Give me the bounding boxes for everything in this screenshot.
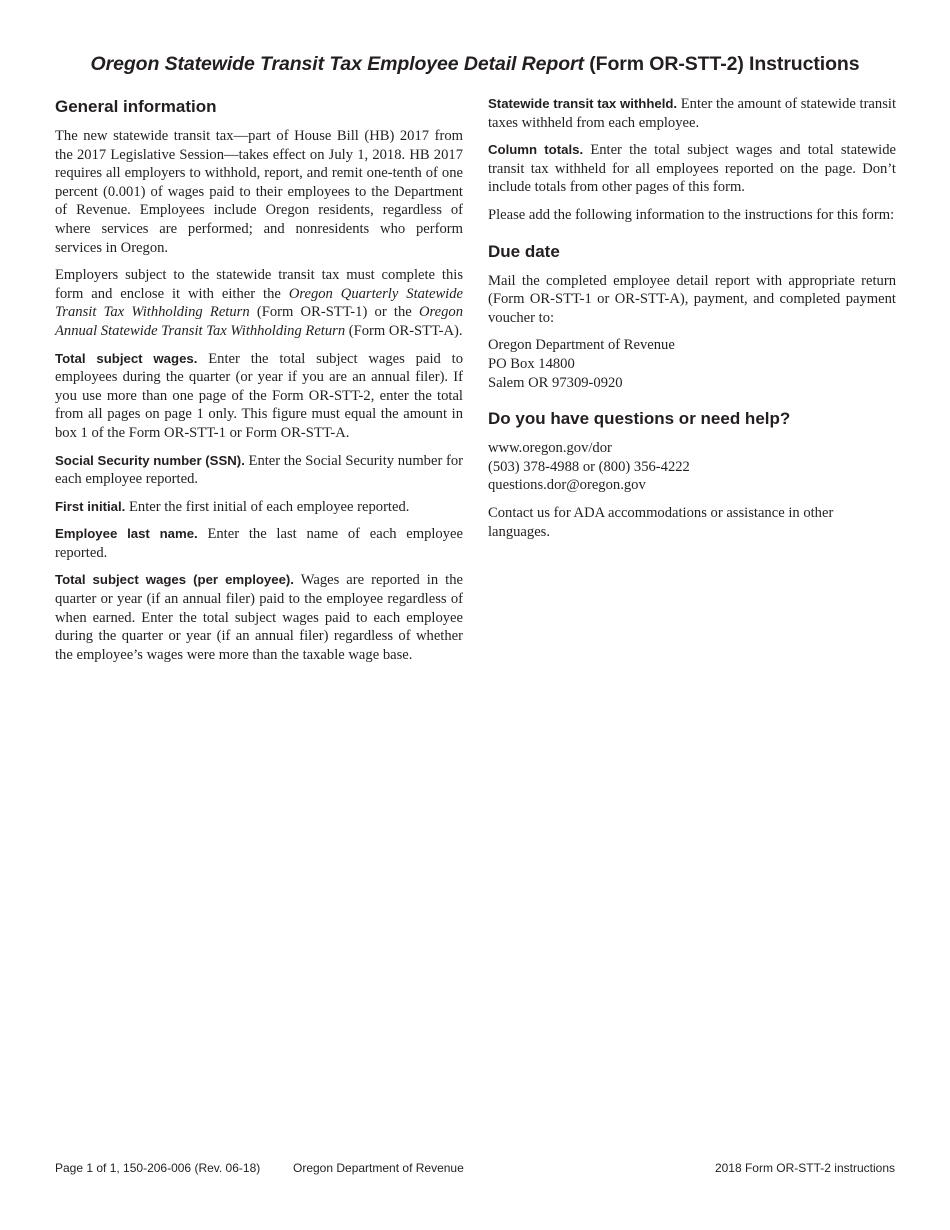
employers-paragraph [55, 266, 463, 340]
last-name-lead: Employee last name. [55, 526, 198, 542]
footer-agency: Oregon Department of Revenue [293, 1161, 464, 1175]
ada-paragraph: Contact us for ADA accommodations or assistance in other languages. [488, 504, 834, 540]
ssn-paragraph [55, 452, 463, 489]
footer-page-info: Page 1 of 1, 150-206-006 (Rev. 06-18) [55, 1161, 261, 1175]
please-add-paragraph: Please add the following information to the instructions for this form: [488, 206, 895, 223]
left-column [55, 92, 463, 673]
help-heading: Do you have questions or need help? [488, 409, 791, 429]
per-employee-wages-text: Wages are reported in the quarter or year (if an annual filer) paid to the employee regardless of when earned. Enter the total subject wages paid to each employee during the quarter or year (if an annual filer) regardless of whether the employee’s wages were more than the taxable wage base. [55, 572, 463, 663]
page-title-rest: (Form OR-STT-2) Instructions [583, 53, 860, 75]
employers-text-a: Employers subject to the statewide transit tax must complete this form and enclose it with either the [55, 267, 463, 302]
withheld-text: Enter the amount of statewide transit taxes withheld from each employee. [488, 96, 896, 131]
per-employee-wages-lead: Total subject wages (per employee). [55, 572, 294, 588]
first-initial-lead: First initial. [55, 498, 126, 514]
quarterly-return-title: Oregon Quarterly Statewide Transit Tax Withholding Return [55, 285, 464, 321]
contact-info [488, 439, 896, 495]
per-employee-wages-paragraph [55, 571, 463, 664]
due-date-heading: Due date [488, 241, 560, 261]
withheld-lead: Statewide transit tax withheld. [488, 96, 678, 111]
page-title [0, 50, 950, 78]
address-line-agency: Oregon Department of Revenue [488, 337, 675, 354]
column-totals-paragraph [488, 141, 896, 197]
footer-form-name: 2018 Form OR-STT-2 instructions [714, 1161, 895, 1175]
mailing-address [488, 336, 896, 392]
employers-text-b: (Form OR-STT-1) or the [249, 304, 419, 321]
website-link[interactable]: www.oregon.gov/dor [488, 440, 612, 457]
general-info-paragraph: The new statewide transit tax—part of House Bill (HB) 2017 from the 2017 Legislative Session—takes effect on July 1, 2018. HB 2017 requires all employers to withhold, report, and remit one-tenth of one percent (0.001) of wages paid to their employees to the Department of Revenue. Employees include Oregon residents, regardless of where services are performed; and nonresidents who perform services in Oregon. [55, 128, 463, 256]
ssn-lead: Social Security number (SSN). [55, 452, 245, 468]
annual-return-title: Oregon Annual Statewide Transit Tax Withholding Return [55, 304, 463, 339]
address-line-city: Salem OR 97309-0920 [488, 374, 623, 391]
last-name-paragraph [55, 525, 463, 562]
employers-text-c: (Form OR-STT-A). [345, 322, 463, 339]
withheld-paragraph [488, 95, 896, 132]
first-initial-text: Enter the first initial of each employee reported. [125, 498, 410, 515]
page-title-italic: Oregon Statewide Transit Tax Employee Detail Report [90, 53, 584, 75]
page-footer [55, 1161, 895, 1177]
ssn-text: Enter the Social Security number for each employee reported. [55, 452, 463, 488]
email-link[interactable]: questions.dor@oregon.gov [488, 477, 646, 494]
column-totals-text: Enter the total subject wages and total statewide transit tax withheld for all employees reported on the page. Don’t include totals from other pages of this form. [488, 142, 896, 196]
first-initial-paragraph [55, 498, 463, 517]
phone-numbers: (503) 378-4988 or (800) 356-4222 [488, 458, 690, 475]
total-subject-wages-lead: Total subject wages. [55, 350, 198, 366]
right-column [488, 95, 896, 550]
due-date-paragraph: Mail the completed employee detail report with appropriate return (Form OR-STT-1 or OR-STT-A), payment, and completed payment voucher to: [488, 272, 896, 326]
address-line-po-box: PO Box 14800 [488, 355, 575, 372]
total-subject-wages-paragraph [55, 350, 463, 443]
column-totals-lead: Column totals. [488, 142, 584, 158]
last-name-text: Enter the last name of each employee reported. [55, 526, 463, 561]
total-subject-wages-text: Enter the total subject wages paid to employees during the quarter (or year if you are an annual filer). If you use more than one page of the Form OR-STT-2, enter the total from all pages on page 1 only. This figure must equal the amount in box 1 of the Form OR-STT-1 or Form OR-STT-A. [55, 350, 463, 441]
general-information-heading: General information [55, 97, 217, 116]
